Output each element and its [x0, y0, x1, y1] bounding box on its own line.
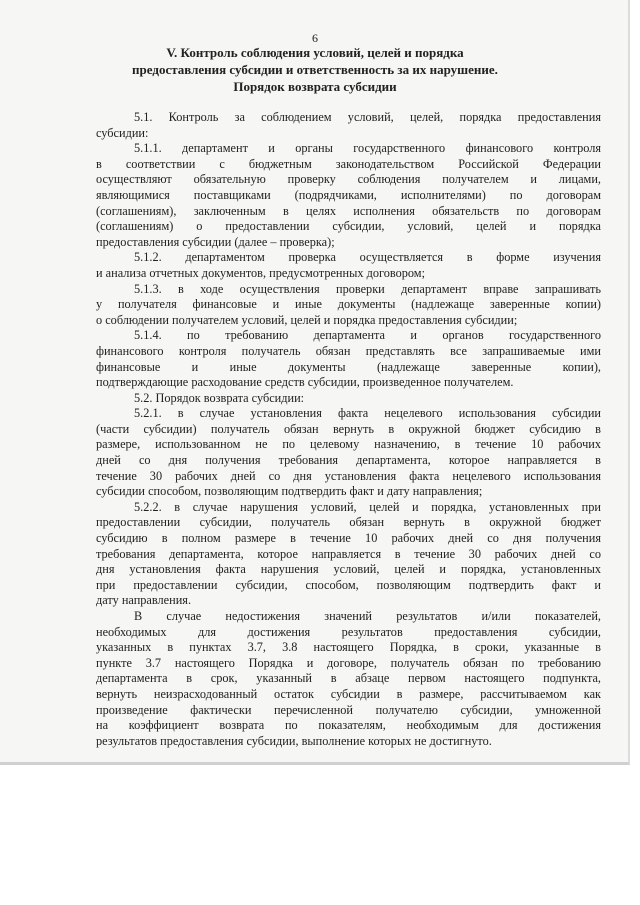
text-line: подтверждающие расходование средств субсидии, произведенное получателем. — [96, 375, 514, 390]
text-line: 5.2.1. в случае установления факта нецелевого использования субсидии — [134, 406, 601, 421]
text-line: о соблюдении получателем условий, целей и порядка предоставления субсидии; — [96, 312, 518, 327]
text-line: (части субсидии) получатель обязан вернуть в окружной бюджет субсидию в — [96, 421, 601, 436]
text-line: и анализа отчетных документов, предусмотренных договором; — [96, 265, 425, 280]
text-line: (соглашениям), заключенным в целях исполнения обязательств по договорам — [96, 203, 601, 218]
heading-line: V. Контроль соблюдения условий, целей и порядка — [166, 45, 464, 60]
text-line: у получателя финансовые и иные документы (надлежаще заверенные копии) — [96, 297, 601, 312]
heading-line: Порядок возврата субсидии — [233, 79, 397, 94]
text-line: при предоставлении субсидии, способом, позволяющим подтвердить факт и — [96, 577, 601, 592]
text-line: дату направления. — [96, 593, 192, 608]
document-body — [96, 110, 601, 749]
text-line: 5.2. Порядок возврата субсидии: — [134, 390, 305, 405]
text-line: предоставления субсидии (далее – проверка); — [96, 234, 335, 249]
text-line: дней со дня получения требования департамента, которое направляется в — [96, 453, 601, 468]
text-line: (соглашениям) о предоставлении субсидии, условий, целей и порядка — [96, 219, 601, 234]
text-line: дня установления факта нарушения условий, целей и порядка, установленных — [96, 562, 601, 577]
text-line: департамента в срок, указанный в абзаце первом настоящего подпункта, — [96, 671, 601, 686]
text-line: В случае недостижения значений результатов и/или показателей, — [134, 609, 601, 623]
heading-line: предоставления субсидии и ответственность за их нарушение. — [132, 62, 498, 77]
text-line: пункте 3.7 настоящего Порядка и договоре, получатель обязан по требованию — [96, 655, 601, 670]
text-line: указанных в пунктах 3.7, 3.8 настоящего Порядка, в сроки, указанные в — [96, 640, 601, 655]
text-line: 5.1.3. в ходе осуществления проверки департамент вправе запрашивать — [134, 281, 601, 296]
section-heading — [90, 44, 540, 95]
text-line: субсидию в полном размере в течение 10 рабочих дней со дня получения — [96, 531, 601, 546]
text-line: 5.1.2. департаментом проверка осуществляется в форме изучения — [134, 250, 601, 265]
text-line: являющимися поставщиками (подрядчиками, исполнителями) по договорам — [96, 187, 601, 202]
text-line: 5.2.2. в случае нарушения условий, целей и порядка, установленных при — [134, 499, 601, 514]
text-line: необходимых для достижения результатов предоставления субсидии, — [96, 624, 601, 639]
text-line: 5.1.4. по требованию департамента и органов государственного — [134, 328, 601, 343]
text-line: 5.1. Контроль за соблюдением условий, целей, порядка предоставления — [134, 110, 601, 124]
text-line: вернуть неизрасходованный остаток субсидии в размере, рассчитываемом как — [96, 686, 601, 701]
text-line: течение 30 рабочих дней со дня установления факта нецелевого использования — [96, 468, 601, 483]
text-line: в соответствии с бюджетным законодательством Российской Федерации — [96, 156, 601, 171]
text-line: требования департамента, которое направляется в течение 30 рабочих дней со — [96, 546, 601, 561]
page-number: 6 — [312, 31, 318, 45]
text-line: 5.1.1. департамент и органы государственного финансового контроля — [134, 141, 601, 156]
text-line: произведение фактически перечисленной получателю субсидии, умноженной — [96, 702, 601, 717]
text-line: субсидии способом, позволяющим подтвердить факт и дату направления; — [96, 484, 483, 499]
text-line: финансового контроля получатель обязан представлять все запрашиваемые ими — [96, 343, 601, 358]
text-line: финансовые и иные документы (надлежаще заверенные копии), — [96, 359, 601, 374]
text-line: предоставлении субсидии, получатель обязан вернуть в окружной бюджет — [96, 515, 601, 530]
text-line: результатов предоставления субсидии, выполнение которых не достигнуто. — [96, 733, 492, 748]
text-line: осуществляют обязательную проверку соблюдения получателем и лицами, — [96, 172, 601, 187]
text-line: на коэффициент возврата по показателям, необходимым для достижения — [96, 718, 601, 733]
text-line: размере, использованном не по целевому назначению, в течение 10 рабочих — [96, 437, 601, 452]
text-line: субсидии: — [96, 125, 149, 140]
